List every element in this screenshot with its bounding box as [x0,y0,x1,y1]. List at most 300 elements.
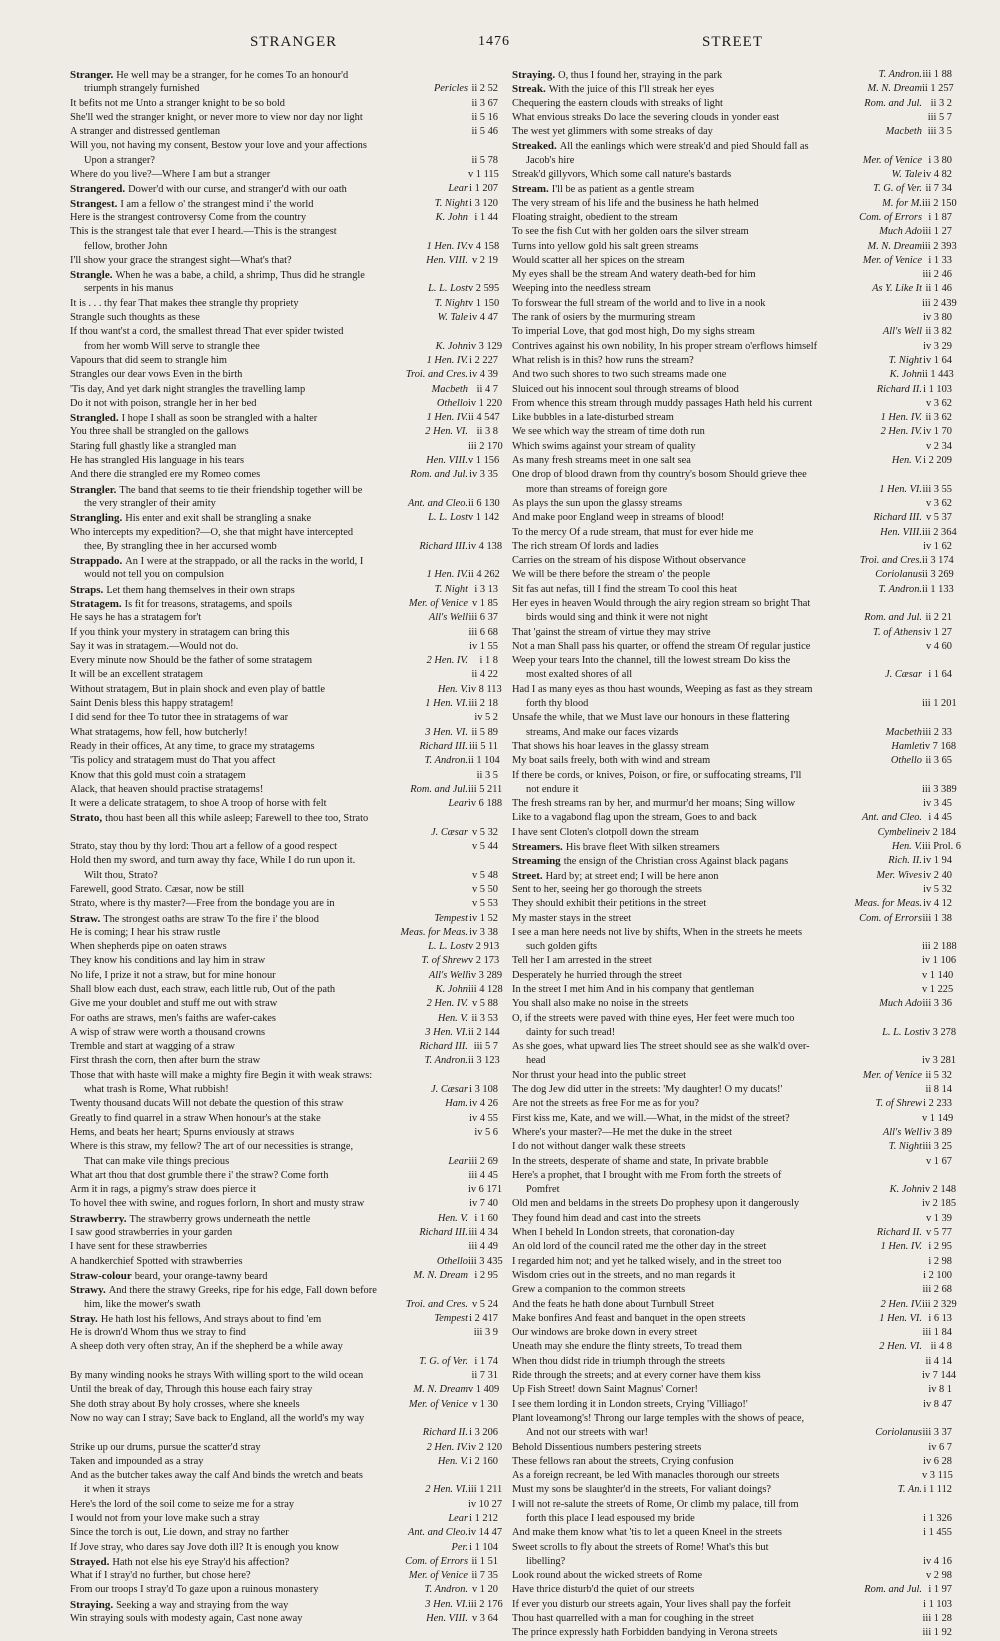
concordance-line [512,1255,952,1269]
play-source: Hen. V. [888,840,922,854]
quote-text [512,611,708,625]
quotation: As plays the sun upon the glassy streams [512,497,682,509]
concordance-line [70,425,498,439]
concordance-line [70,368,498,382]
act-scene-line-ref: ii 3 67 [468,97,498,111]
act-scene-line-ref: iii 2 329 [922,1298,952,1312]
play-source: K. John [432,340,468,354]
act-scene-line-ref: iv 3 45 [922,797,952,811]
quotation: Give me your doublet and stuff me out with straw [70,998,278,1010]
quote-text [512,82,714,97]
concordance-line [70,97,498,111]
concordance-line [512,769,952,783]
quotation: When shepherds pipe on oaten straws [70,941,227,953]
quote-text [70,325,344,339]
quotation: Who intercepts my expedition?—O, she that might have intercepted [70,526,354,538]
quotation: The rich stream Of lords and ladies [512,540,659,552]
concordance-line [512,168,952,182]
act-scene-line-ref: i 1 97 [922,1583,952,1597]
quote-text [512,397,812,411]
quotation: Like to a vagabond flag upon the stream, Goes to and back [512,812,757,824]
quote-text [512,1169,781,1183]
quotation: If thou want'st a cord, the smallest thread That ever spider twisted [70,326,344,338]
act-scene-line-ref: iii 6 68 [468,626,498,640]
act-scene-line-ref: iii 3 9 [468,1326,498,1340]
quote-text [512,1197,799,1211]
quote-text [70,740,315,754]
concordance-line [70,340,503,354]
concordance-line [70,668,498,682]
play-source: W. Tale [888,168,922,182]
play-source: 2 Hen. VI. [875,1340,922,1354]
quotation: Farewell, good Strato. Cæsar, now be still [70,883,245,895]
quote-text [512,139,809,154]
quote-text [512,354,694,368]
play-source: Troi. and Cres. [856,554,922,568]
quote-text [70,1312,321,1327]
quote-text [512,1412,804,1426]
quotation: Strike up our drums, pursue the scatter'd stray [70,1441,261,1453]
play-source: Coriolanus [871,1426,922,1440]
act-scene-line-ref: i 3 120 [468,197,498,211]
quote-text [70,583,295,598]
quotation: He is coming; I hear his straw rustle [70,926,221,938]
concordance-line [512,297,957,311]
quotation: Where's your master?—He met the duke in the street [512,1126,732,1138]
act-scene-line-ref: iii 2 439 [922,297,952,311]
act-scene-line-ref: ii 6 130 [468,497,498,511]
concordance-line [512,368,952,382]
quote-text [70,1512,260,1526]
headword: Strayed. [70,1555,110,1568]
concordance-line [70,1555,498,1569]
quote-text [512,1298,714,1312]
act-scene-line-ref: iv 4 16 [922,1555,952,1569]
concordance-line [70,1383,498,1397]
play-source: Richard III. [415,1226,468,1240]
quote-text [70,97,285,111]
quote-text [512,840,720,855]
quote-text [512,1598,791,1612]
act-scene-line-ref: i 1 103 [922,383,952,397]
concordance-line [70,1269,498,1283]
act-scene-line-ref: ii 3 174 [922,554,952,568]
quote-text [512,225,749,239]
play-source: T. Night [885,354,922,368]
quote-text [512,197,759,211]
play-source: Mer. of Venice [859,1069,922,1083]
concordance-line [512,1355,952,1369]
quotation: To the mercy Of a rude stream, that must for ever hide me [512,526,754,538]
act-scene-line-ref: iii 5 11 [468,740,498,754]
act-scene-line-ref: iv 3 80 [922,311,952,325]
act-scene-line-ref: i 1 8 [468,654,498,668]
play-source: K. John [432,983,468,997]
quotation: Old men and beldams in the streets Do prophesy upon it dangerously [512,1198,800,1210]
act-scene-line-ref: v 5 53 [468,897,498,911]
play-source: T. Night [431,583,468,597]
quote-text [512,1355,725,1369]
play-source: Troi. and Cres. [402,1298,468,1312]
quotation: First kiss me, Kate, and we will.—What, in the midst of the street? [512,1112,790,1124]
concordance-line [70,711,498,725]
concordance-line [512,483,952,497]
quote-text [70,182,347,197]
concordance-line [512,654,952,668]
quote-text [70,268,365,283]
quote-text [512,969,682,983]
headword: Streamers. [512,841,563,854]
quote-text [512,1426,648,1440]
act-scene-line-ref: iv 4 138 [468,540,498,554]
quote-text [70,497,216,511]
concordance-line [512,1612,952,1626]
quote-text [512,425,705,439]
play-source: Mer. Wives [872,869,922,883]
act-scene-line-ref: iv 2 185 [922,1197,952,1211]
headword: Strawy. [70,1284,106,1297]
quote-text [512,1340,742,1354]
concordance-line [70,1226,498,1240]
act-scene-line-ref: v 2 173 [468,954,498,968]
act-scene-line-ref: iv 2 148 [922,1183,952,1197]
quotation: Behold Dissentious numbers pestering streets [512,1441,702,1453]
quotation: Are not the streets as free For me as for you? [512,1098,699,1110]
quote-text [70,383,305,397]
play-source: 3 Hen. VI. [421,726,468,740]
act-scene-line-ref: v 1 225 [922,983,952,997]
quotation: Strato, stay thou by thy lord: Thou art a fellow of a good respect [70,841,338,853]
concordance-line [512,1240,952,1254]
quote-text [70,1555,289,1570]
quote-text [70,211,306,225]
play-source: Richard II. [873,383,922,397]
play-source: L. L. Lost [424,940,468,954]
concordance-line [512,640,952,654]
act-scene-line-ref: iii 1 92 [922,1626,952,1640]
act-scene-line-ref: iii 4 128 [468,983,498,997]
quotation: Wilt thou, Strato? [84,869,158,881]
quote-text [70,983,335,997]
quote-text [512,411,674,425]
quotation: And make poor England weep in streams of blood! [512,512,725,524]
play-source: Lear [444,797,468,811]
act-scene-line-ref: i 4 45 [922,811,952,825]
act-scene-line-ref: ii 5 89 [468,726,498,740]
concordance-line [70,1126,498,1140]
quote-text [512,711,790,725]
quote-text [70,626,290,640]
concordance-line [512,197,957,211]
headword: Strangle. [70,269,113,282]
concordance-line [512,869,952,883]
concordance-line [70,1441,503,1455]
concordance-line [70,1326,498,1340]
quote-text [70,1598,288,1613]
act-scene-line-ref: iii 3 25 [922,1140,952,1154]
quotation: libelling? [526,1555,566,1567]
act-scene-line-ref: ii 4 262 [468,568,498,582]
quote-text [512,1183,559,1197]
concordance-line [70,826,498,840]
quotation: One drop of blood drawn from thy country's bosom Should grieve thee [512,469,807,481]
act-scene-line-ref: i 1 44 [468,211,498,225]
quote-text [70,1026,265,1040]
quote-text [70,540,277,554]
quote-text [512,869,718,884]
quotation: 'Tis day, And yet dark night strangles the travelling lamp [70,383,306,395]
act-scene-line-ref: v 1 67 [922,1155,952,1169]
act-scene-line-ref: v 5 48 [468,869,498,883]
play-source: Othello [433,1255,468,1269]
act-scene-line-ref: i 1 103 [922,1598,952,1612]
headword: Stratagem. [70,597,122,610]
quote-text [512,383,739,397]
act-scene-line-ref: ii 3 62 [922,411,952,425]
act-scene-line-ref: v 2 98 [922,1569,952,1583]
quotation: Which swims against your stream of quality [512,440,696,452]
concordance-line [70,111,498,125]
concordance-line [512,554,952,568]
quote-text [70,368,242,382]
quotation: Turns into yellow gold his salt green streams [512,240,699,252]
quotation: The prince expressly hath Forbidden bandying in Verona streets [512,1627,778,1639]
quote-text [70,1269,267,1284]
quote-text [70,68,348,83]
act-scene-line-ref: iv 1 55 [468,640,498,654]
act-scene-line-ref: i 2 95 [922,1240,952,1254]
quotation: Taken and impounded as a stray [70,1455,204,1467]
quotation: The very stream of his life and the business he hath helmed [512,197,759,209]
quote-text [70,168,270,182]
quotation: All the eanlings which were streak'd and pied Should fall as [559,141,809,153]
act-scene-line-ref: iv 5 32 [922,883,952,897]
quotation: Alack, that heaven should practise stratagems! [70,783,264,795]
act-scene-line-ref: v 1 30 [468,1398,498,1412]
quotation: dainty for such tread! [526,1026,616,1038]
quotation: She doth stray about By holy crosses, where she kneels [70,1398,300,1410]
quote-text [70,811,368,826]
concordance-line [512,1283,952,1297]
concordance-line [70,197,498,211]
play-source: Ant. and Cleo. [858,811,922,825]
quote-text [512,1040,810,1054]
quote-text [70,1155,229,1169]
quote-text [70,1054,260,1068]
act-scene-line-ref: v 1 150 [468,297,498,311]
quotation: For oaths are straws, men's faiths are wafer-cakes [70,1012,276,1024]
quote-text [70,1040,235,1054]
act-scene-line-ref: iii Prol. 6 [922,840,952,854]
act-scene-line-ref: i 2 98 [922,1255,952,1269]
quotation: Pomfret [526,1184,560,1196]
concordance-line [70,983,503,997]
quotation: A stranger and distressed gentleman [70,126,221,138]
act-scene-line-ref: v 5 50 [468,883,498,897]
quote-text [512,1255,781,1269]
quote-text [70,783,263,797]
quote-text [512,940,597,954]
quotation: Here is the strangest controversy Come from the country [70,211,307,223]
play-source: M. N. Dream [410,1383,468,1397]
concordance-line [512,883,952,897]
quotation: And there the strawy Greeks, ripe for his edge, Fall down before [108,1285,377,1297]
concordance-line [512,1140,952,1154]
concordance-line [512,454,952,468]
concordance-line [512,897,952,911]
concordance-line [70,468,498,482]
play-source: 1 Hen. IV. [423,568,468,582]
headword: Strawberry. [70,1212,127,1225]
quote-text [70,1212,310,1227]
quote-text [70,1097,343,1111]
play-source: J. Cæsar [881,668,922,682]
quotation: To hovel thee with swine, and rogues forlorn, In short and musty straw [70,1198,365,1210]
act-scene-line-ref: ii 1 257 [922,82,952,96]
concordance-line [512,1369,957,1383]
act-scene-line-ref: i 2 160 [468,1455,498,1469]
quotation: If Jove stray, who dares say Jove doth ill? It is enough you know [70,1541,339,1553]
quote-text [512,440,696,454]
headword: Strangest. [70,197,118,210]
act-scene-line-ref: iii 1 28 [922,1612,952,1626]
concordance-line [512,1112,952,1126]
play-source: Com. of Errors [855,211,922,225]
quotation: O, if the streets were paved with thine eyes, Her feet were much too [512,1012,795,1024]
headword: Straw. [70,912,101,925]
quotation: Hard by; at street end; I will be here anon [545,870,719,882]
concordance-line [512,940,957,954]
quotation: Sent to her, seeing her go thorough the streets [512,883,702,895]
quote-text [512,1483,771,1497]
act-scene-line-ref: iv 2 120 [468,1441,498,1455]
quote-text [70,1326,246,1340]
act-scene-line-ref: iv 4 39 [468,368,498,382]
play-source: Meas. for Meas. [396,926,468,940]
headword: Streaked. [512,140,557,153]
concordance-line [70,697,498,711]
concordance-line [70,82,498,96]
quotation: The band that seems to tie their friendship together will be [119,484,363,496]
concordance-line [512,626,952,640]
quotation: And not our streets with war! [526,1427,649,1439]
quote-text [512,583,737,597]
act-scene-line-ref: i 2 100 [922,1269,952,1283]
quotation: Will you, not having my consent, Bestow your love and your affections [70,140,367,152]
headword: Stray. [70,1312,98,1325]
quote-text [512,268,756,282]
quote-text [70,611,201,625]
act-scene-line-ref: ii 1 133 [922,583,952,597]
concordance-line [512,683,952,697]
play-source: 1 Hen. VI. [875,1312,922,1326]
act-scene-line-ref: i 1 87 [922,211,952,225]
quotation: It will be an excellent stratagem [70,669,204,681]
quote-text [512,254,685,268]
play-source: Hamlet [887,740,922,754]
quote-text [512,754,710,768]
act-scene-line-ref: i 1 326 [922,1512,952,1526]
headword: Strangled. [70,412,119,425]
quote-text [512,726,678,740]
concordance-line [70,1498,503,1512]
quote-text [512,540,659,554]
quote-text [70,1455,203,1469]
concordance-line [70,211,498,225]
quote-text [512,568,710,582]
play-source: Richard III. [415,740,468,754]
play-source: 2 Hen. IV. [423,654,468,668]
act-scene-line-ref: iii 3 389 [922,783,952,797]
quotation: Sweet scrolls to fly about the streets of Rome! What's this but [512,1541,769,1553]
concordance-line [70,583,498,597]
act-scene-line-ref: ii 3 82 [922,325,952,339]
concordance-line [512,340,952,354]
quotation: Until the break of day, Through this house each fairy stray [70,1384,313,1396]
play-source: M. N. Dream [410,1269,468,1283]
play-source: Mer. of Venice [405,1398,468,1412]
running-head-right: STREET [702,34,763,50]
act-scene-line-ref: iii 1 88 [922,68,952,82]
concordance-line [512,1483,952,1497]
concordance-line [512,1069,952,1083]
concordance-line [512,1498,952,1512]
quote-text [70,954,265,968]
quotation: such golden gifts [526,941,597,953]
quotation: Unsafe the while, that we Must lave our honours in these flattering [512,712,790,724]
act-scene-line-ref: ii 1 51 [468,1555,498,1569]
act-scene-line-ref: ii 5 78 [468,154,498,168]
concordance-line [512,1212,952,1226]
concordance-line [512,783,957,797]
quotation: Uneath may she endure the flinty streets, To tread them [512,1341,742,1353]
quote-text [512,240,698,254]
act-scene-line-ref: iii 5 7 [922,111,952,125]
quotation: I'll show your grace the strangest sight—What's that? [70,254,292,266]
act-scene-line-ref: iii 1 201 [922,697,952,711]
quotation: The fresh streams ran by her, and murmur'd her moans; Sing willow [512,798,796,810]
act-scene-line-ref: iv 1 94 [922,854,952,868]
play-source: T. G. of Ver. [415,1355,468,1369]
concordance-line [70,139,498,153]
quotation: Plant loveamong's! Throng our large temples with the shows of peace, [512,1412,805,1424]
quotation: Wisdom cries out in the streets, and no man regards it [512,1269,736,1281]
quotation: Strangles our dear vows Even in the birth [70,369,243,381]
act-scene-line-ref: i 2 227 [468,354,498,368]
concordance-line [512,726,952,740]
act-scene-line-ref: iv 8 113 [468,683,498,697]
concordance-line [512,1555,952,1569]
quote-text [70,883,244,897]
concordance-line [512,1541,952,1555]
act-scene-line-ref: iii 2 46 [922,268,952,282]
act-scene-line-ref: i 3 206 [468,1426,498,1440]
quotation: That 'gainst the stream of virtue they may strive [512,626,711,638]
quotation: Streak'd gillyvors, Which some call nature's bastards [512,169,732,181]
quotation: And the feats he hath done about Turnbull Street [512,1298,715,1310]
quotation: What stratagems, how fell, how butcherly! [70,726,248,738]
act-scene-line-ref: iii 3 37 [922,1426,952,1440]
quotation: serpents in his manus [84,283,174,295]
quotation: Strangle such thoughts as these [70,312,200,324]
concordance-line [512,797,952,811]
concordance-line [70,969,503,983]
quotation: streams, And make our faces vizards [526,726,679,738]
play-source: Lear [444,182,468,196]
quotation: forth thy blood [526,698,589,710]
quotation: thee, By strangling thee in her accursed womb [84,540,277,552]
concordance-line [70,1197,498,1211]
